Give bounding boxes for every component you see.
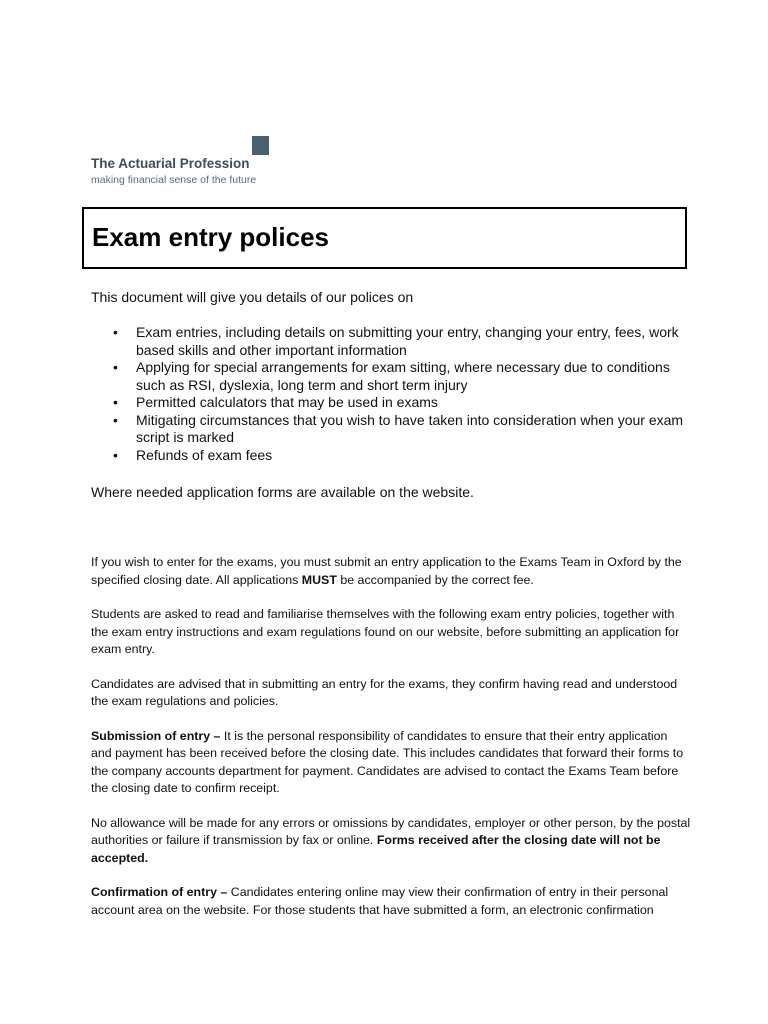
list-item-text: Permitted calculators that may be used in exams — [136, 394, 438, 410]
emphasis-must: MUST — [301, 572, 337, 587]
bullet-icon: • — [113, 411, 118, 428]
paragraph-text: be accompanied by the correct fee. — [336, 572, 534, 587]
bullet-icon: • — [113, 359, 118, 375]
policy-list — [91, 324, 691, 464]
list-item — [91, 394, 691, 412]
page-title: Exam entry polices — [92, 222, 329, 252]
list-item — [91, 324, 691, 359]
paragraph-confirmation — [91, 884, 691, 919]
title-box — [82, 207, 687, 269]
paragraph-text: If you wish to enter for the exams, you must submit an entry application to the Exams Team in Oxford by the specified closing date. All applications — [91, 555, 682, 587]
bullet-icon: • — [113, 446, 118, 463]
logo-square-icon — [252, 136, 269, 155]
bullet-icon: • — [113, 324, 118, 340]
list-item — [91, 412, 691, 447]
paragraph-text: No allowance will be made for any errors or omissions by candidates, employer or other person, by the postal authorities or failure if transmission by fax or online. — [91, 815, 691, 847]
body-text — [91, 554, 691, 936]
paragraph-read-policies: Students are asked to read and familiarise themselves with the following exam entry policies, together with the exam entry instructions and exam regulations found on our website, before submitting an application for exam entry. — [91, 607, 680, 656]
list-item — [91, 359, 691, 394]
list-item-text: Refunds of exam fees — [136, 446, 273, 463]
list-item — [91, 447, 691, 465]
paragraph-submission — [91, 728, 691, 798]
intro-text: This document will give you details of our polices on — [91, 289, 414, 305]
paragraph-entry — [91, 554, 691, 589]
list-item-text: Mitigating circumstances that you wish to have taken into consideration when your exam script is marked — [136, 411, 684, 445]
logo-name: The Actuarial Profession — [91, 156, 250, 171]
logo-tagline: making financial sense of the future — [91, 174, 257, 186]
bullet-icon: • — [113, 394, 118, 410]
paragraph-no-allowance — [91, 815, 691, 868]
list-item-text: Applying for special arrangements for exam sitting, where necessary due to conditions such as RSI, dyslexia, long term and short term injury — [136, 359, 670, 393]
paragraph-text: It is the personal responsibility of candidates to ensure that their entry application and payment has been received before the closing date. This includes candidates that forward their forms to the company accounts department for payment. Candidates are advised to contact the Exams Team before the closing date to confirm receipt. — [91, 728, 684, 795]
logo — [91, 134, 281, 190]
paragraph-text: Candidates entering online may view their confirmation of entry in their personal account area on the website. For those students that have submitted a form, an electronic confirmation — [91, 885, 669, 917]
paragraph-confirm-read: Candidates are advised that in submitting an entry for the exams, they confirm having read and understood the exam regulations and policies. — [91, 676, 678, 708]
forms-note: Where needed application forms are available on the website. — [91, 484, 474, 500]
section-heading-confirmation: Confirmation of entry – — [91, 885, 228, 899]
section-heading-submission: Submission of entry – — [91, 728, 221, 743]
emphasis-late-forms: Forms received after the closing date will not be accepted. — [91, 833, 661, 865]
list-item-text: Exam entries, including details on submitting your entry, changing your entry, fees, work based skills and other important information — [136, 324, 679, 358]
